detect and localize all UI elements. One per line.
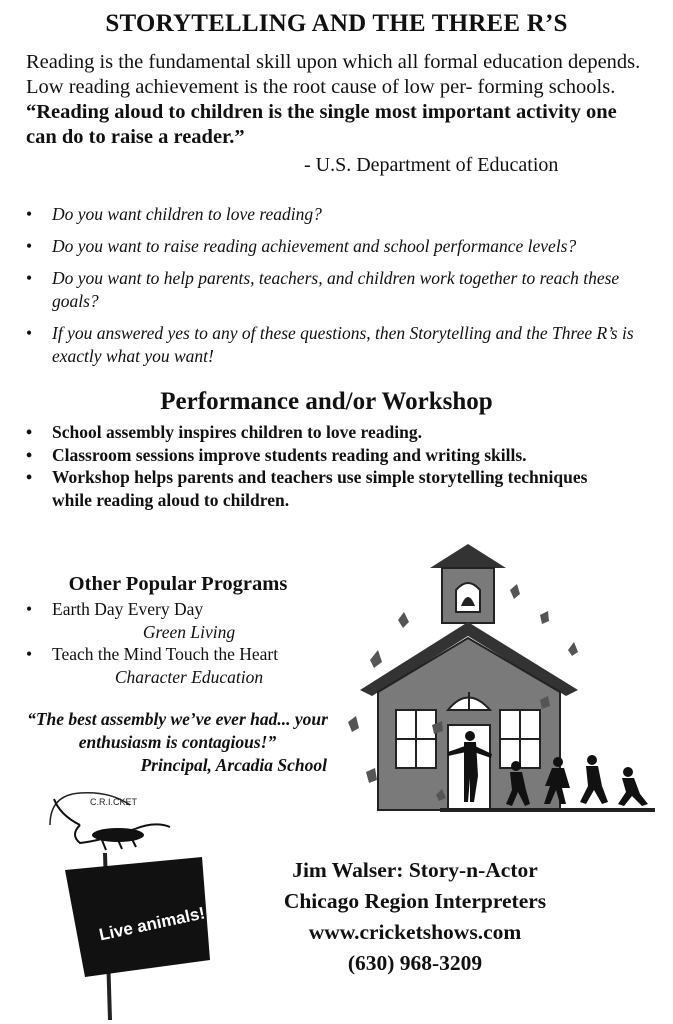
program-name: Teach the Mind Touch the Heart — [52, 644, 279, 664]
testimonial-byline: Principal, Arcadia School — [140, 755, 327, 775]
list-item — [26, 598, 346, 643]
program-subtitle: Character Education — [114, 666, 264, 687]
cricket-logo — [40, 785, 240, 1020]
intro-paragraph — [26, 50, 651, 150]
intro-quote: “Reading aloud to children is the single most important activity one can do to raise a reader.” — [26, 101, 617, 148]
contact-website: www.cricketshows.com — [308, 920, 522, 944]
question-list — [26, 203, 656, 377]
performance-title: Performance and/or Workshop — [160, 388, 493, 415]
list-item: • Do you want to help parents, teachers, and children work together to reach these goals? — [26, 267, 656, 313]
list-item: • Do you want children to love reading? — [26, 203, 656, 226]
cricket-logo-text: C.R.I.CKET — [90, 797, 138, 807]
other-programs-title: Other Popular Programs — [68, 573, 288, 595]
intro-text: Reading is the fundamental skill upon which all formal education depends. Low reading achievement is the root cause of low per- forming schools. — [26, 51, 641, 98]
tower-roof — [430, 544, 506, 568]
program-subtitle: Green Living — [142, 621, 236, 642]
contact-block — [240, 855, 590, 979]
performance-list — [26, 421, 626, 511]
list-item: • School assembly inspires children to love reading. — [26, 421, 626, 444]
quote-attribution: - U.S. Department of Education — [304, 154, 559, 176]
list-item: • If you answered yes to any of these questions, then Storytelling and the Three R’s is exactly what you want! — [26, 322, 656, 368]
program-name: Earth Day Every Day — [52, 599, 204, 619]
testimonial-quote: “The best assembly we’ve ever had... your enthusiasm is contagious!” — [27, 709, 328, 752]
contact-org: Chicago Region Interpreters — [283, 889, 547, 913]
list-item: • Workshop helps parents and teachers use simple storytelling techniques while reading aloud to children. — [26, 466, 626, 511]
list-item: • Classroom sessions improve students reading and writing skills. — [26, 444, 626, 467]
testimonial — [20, 708, 335, 777]
schoolhouse-illustration — [340, 540, 655, 825]
contact-phone: (630) 968-3209 — [347, 951, 483, 975]
other-programs-list — [26, 598, 346, 688]
list-item: • Do you want to raise reading achievement and school performance levels? — [26, 235, 656, 258]
page-title: STORYTELLING AND THE THREE R’S — [105, 10, 568, 37]
contact-name: Jim Walser: Story-n-Actor — [292, 858, 538, 882]
sign-text: Live animals! — [97, 903, 207, 945]
list-item — [26, 643, 346, 688]
